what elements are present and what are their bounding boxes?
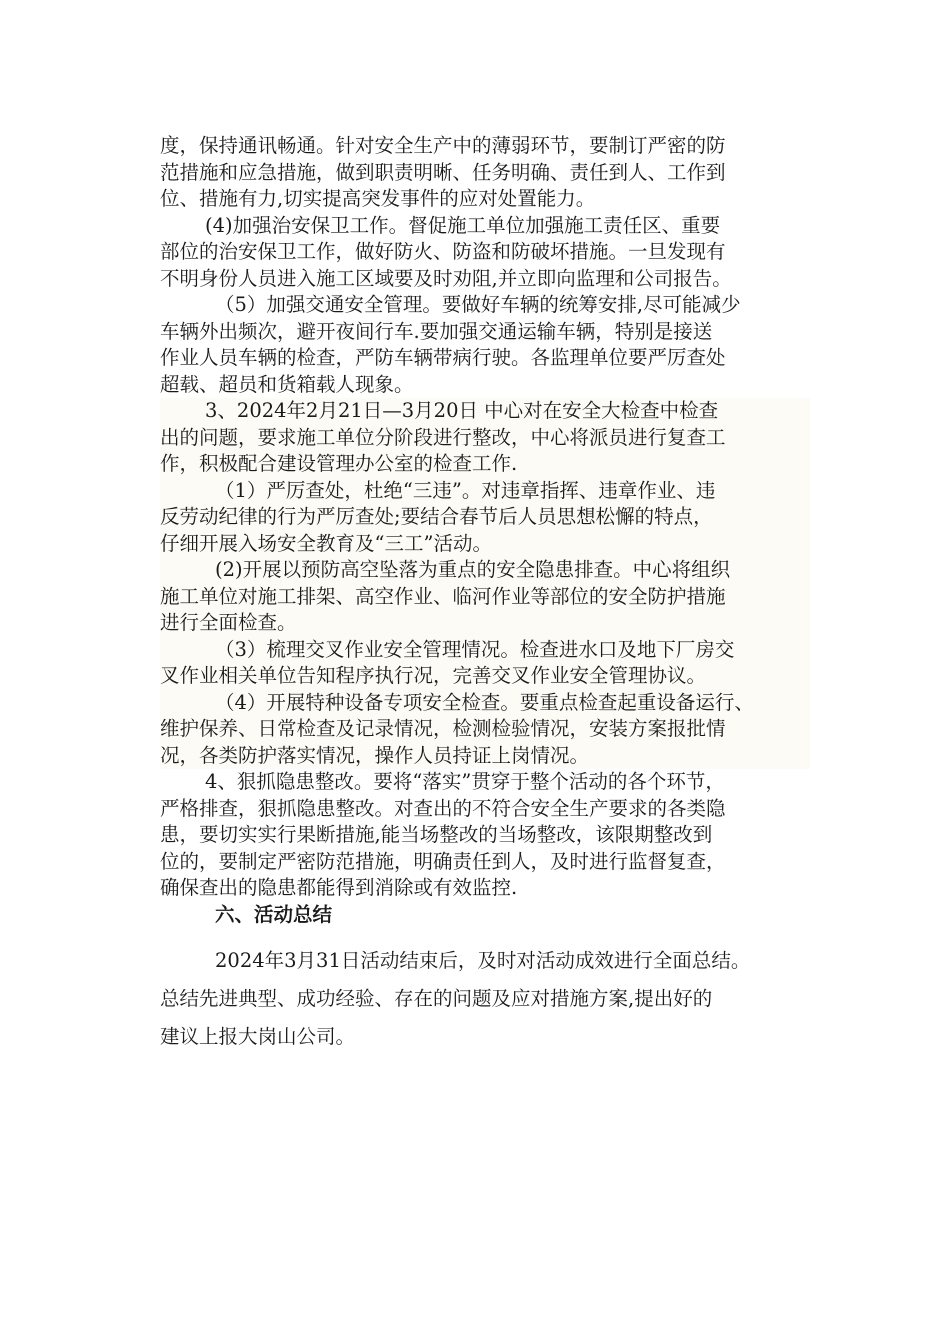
text-line: 况，各类防护落实情况，操作人员持证上岗情况。 (160, 743, 590, 767)
text-line: 3、2024年2月21日—3月20日 中心对在安全大检查中检查 (205, 399, 719, 422)
text-line: 超载、超员和货箱载人现象。 (160, 372, 414, 396)
text-line: 作业人员车辆的检查，严防车辆带病行驶。各监理单位要严厉查处 (160, 346, 726, 369)
paragraph-inspection-period (160, 398, 810, 478)
paragraph-three-violations (160, 478, 810, 558)
text-line: 度，保持通讯畅通。针对安全生产中的薄弱环节，要制订严密的防 (160, 134, 726, 157)
paragraph-traffic-safety (160, 292, 810, 398)
text-line: 出的问题，要求施工单位分阶段进行整改，中心将派员进行复查工 (160, 425, 726, 449)
text-line: 建议上报大岗山公司。 (160, 1024, 356, 1048)
text-line: 维护保养、日常检查及记录情况，检测检验情况，安装方案报批情 (160, 717, 726, 740)
text-line: （3）梳理交叉作业安全管理情况。检查进水口及地下厂房交 (215, 637, 735, 661)
text-line: (4)加强治安保卫工作。督促施工单位加强施工责任区、重要 (205, 213, 721, 237)
document-page (160, 133, 810, 1056)
text-line: 位、措施有力,切实提高突发事件的应对处置能力。 (160, 187, 596, 210)
paragraph-emergency-measures (160, 133, 810, 213)
text-line: 进行全面检查。 (160, 611, 297, 634)
text-line: 叉作业相关单位告知程序执行况，完善交叉作业安全管理协议。 (160, 664, 707, 687)
paragraph-fall-prevention (160, 557, 810, 637)
text-line: （4）开展特种设备专项安全检查。要重点检查起重设备运行、 (215, 690, 754, 714)
text-line: 总结先进典型、成功经验、存在的问题及应对措施方案,提出好的 (160, 986, 713, 1010)
paragraph-special-equipment (160, 690, 810, 770)
text-line: 车辆外出频次，避开夜间行车.要加强交通运输车辆，特别是接送 (160, 319, 713, 343)
paragraph-activity-summary (160, 942, 810, 1056)
text-line: 作，积极配合建设管理办公室的检查工作. (160, 452, 518, 475)
text-line: 2024年3月31日活动结束后，及时对活动成效进行全面总结。 (215, 948, 751, 972)
text-line: 4、狠抓隐患整改。要将“落实”贯穿于整个活动的各个环节， (205, 770, 725, 793)
paragraph-cross-operations (160, 637, 810, 690)
paragraph-hazard-rectification (160, 769, 810, 902)
text-line: 患，要切实实行果断措施,能当场整改的当场整改，该限期整改到 (160, 823, 713, 846)
text-line: 施工单位对施工排架、高空作业、临河作业等部位的安全防护措施 (160, 584, 726, 608)
text-line: （1）严厉查处，杜绝“三违”。对违章指挥、违章作业、违 (215, 478, 716, 502)
text-line: 确保查出的隐患都能得到消除或有效监控. (160, 876, 518, 899)
text-line: (2)开展以预防高空坠落为重点的安全隐患排查。中心将组织 (215, 558, 731, 581)
text-line: 范措施和应急措施，做到职责明晰、任务明确、责任到人、工作到 (160, 160, 726, 184)
text-line: 部位的治安保卫工作，做好防火、防盗和防破坏措施。一旦发现有 (160, 240, 726, 263)
text-line: 不明身份人员进入施工区域要及时劝阻,并立即向监理和公司报告。 (160, 266, 732, 290)
text-line: 反劳动纪律的行为严厉查处;要结合春节后人员思想松懈的特点， (160, 505, 713, 528)
section-heading: 六、活动总结 (215, 902, 333, 926)
paragraph-security-work (160, 213, 810, 293)
text-line: 仔细开展入场安全教育及“三工”活动。 (160, 531, 492, 555)
text-line: （5）加强交通安全管理。要做好车辆的统筹安排,尽可能减少 (215, 293, 741, 316)
text-line: 严格排查，狠抓隐患整改。对查出的不符合安全生产要求的各类隐 (160, 796, 726, 820)
text-line: 位的，要制定严密防范措施，明确责任到人，及时进行监督复查， (160, 849, 726, 873)
